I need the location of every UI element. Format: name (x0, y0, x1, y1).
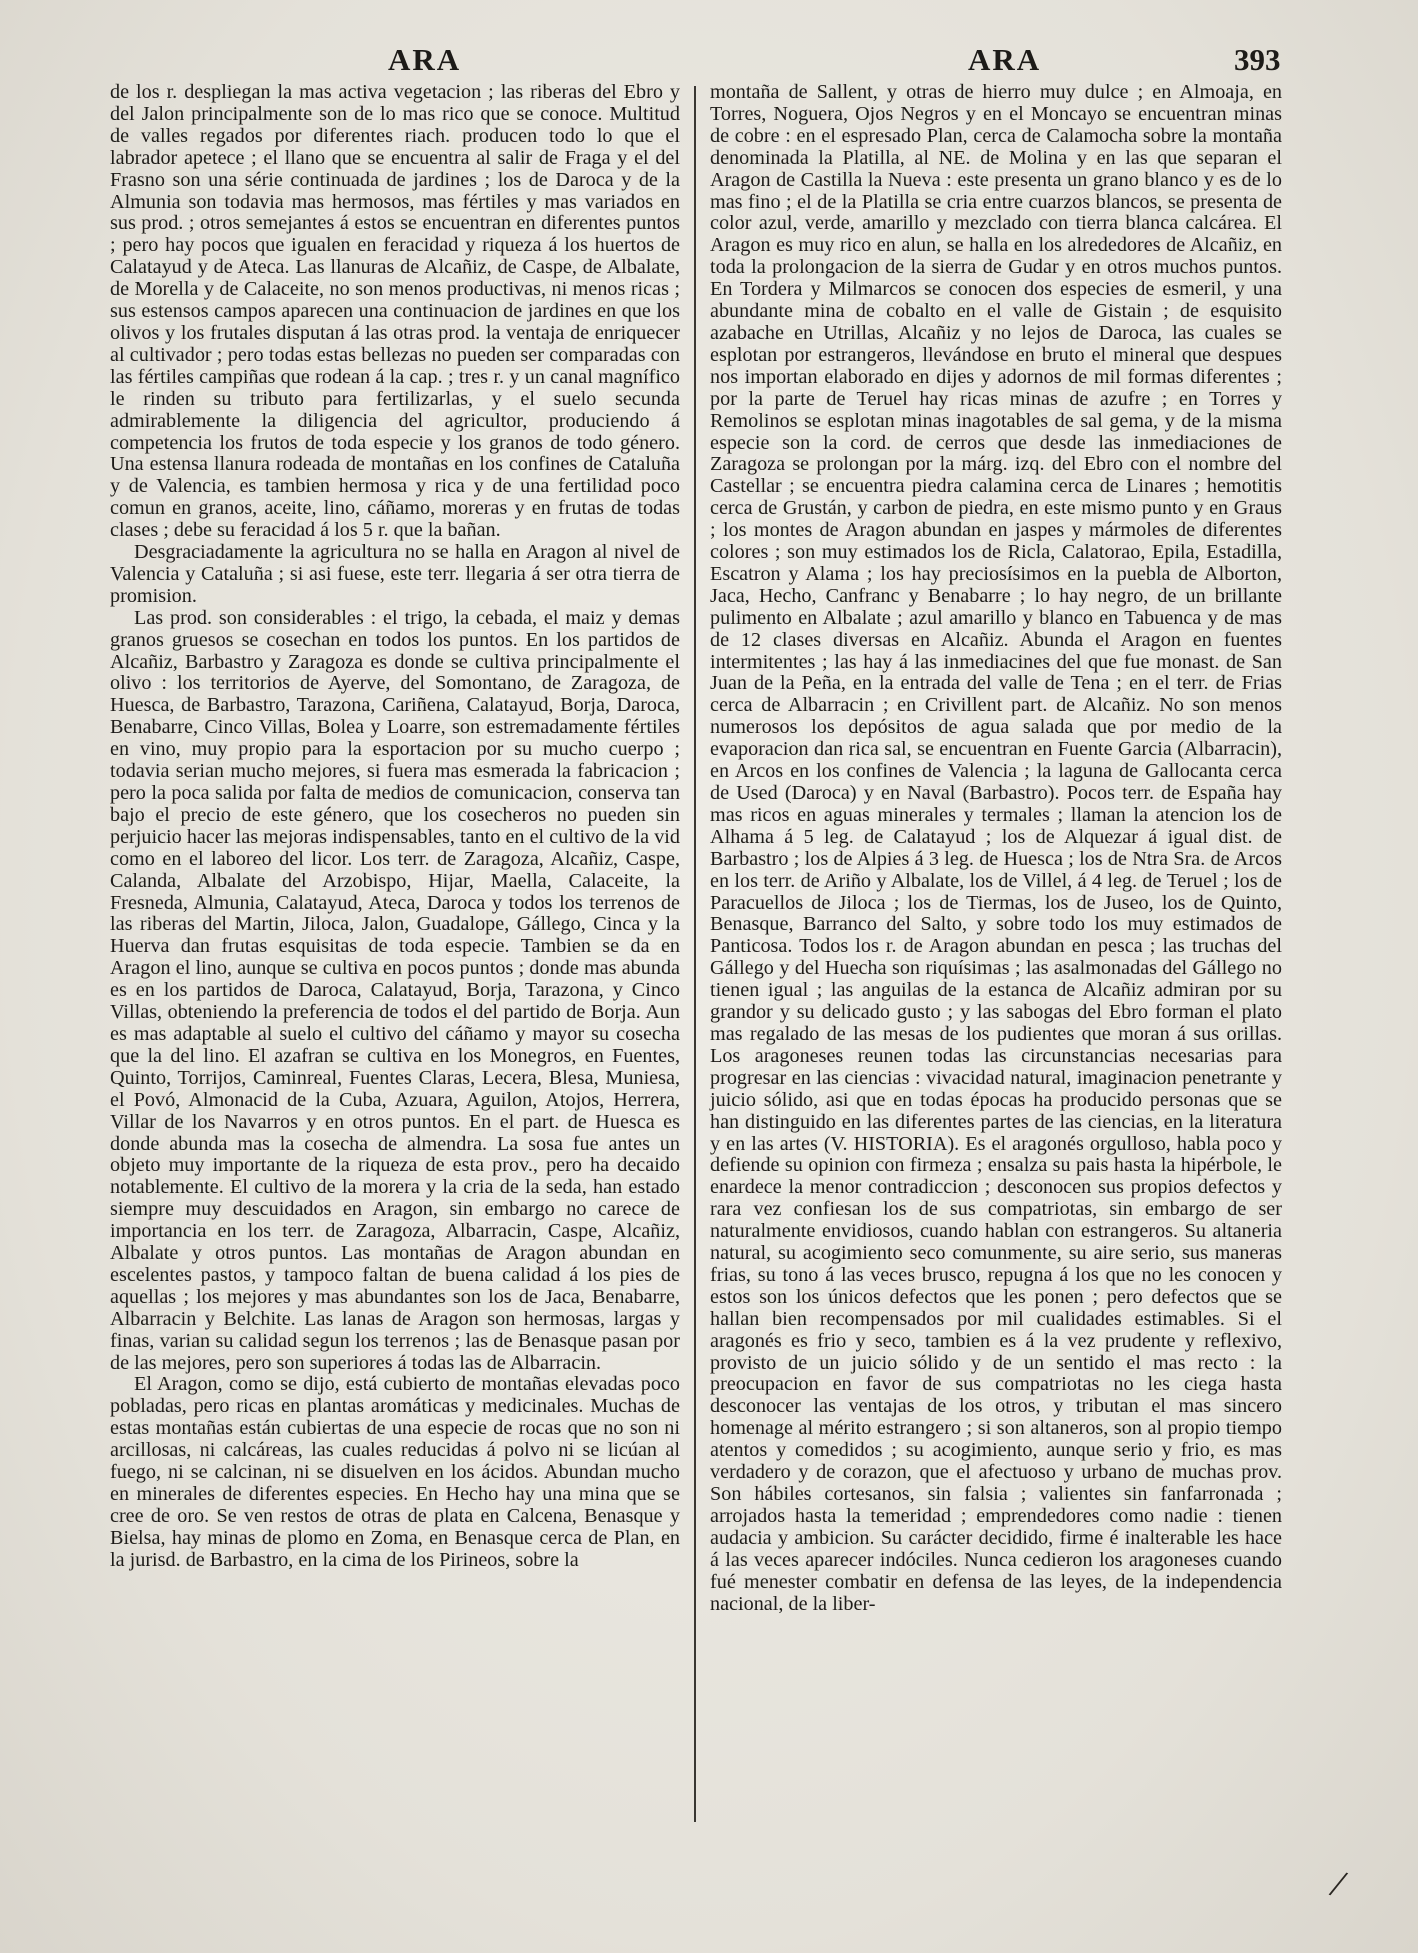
paragraph: Las prod. son considerables : el trigo, la cebada, el maiz y demas granos gruesos se cosechan en todos los puntos. En los partidos de Alcañiz, Barbastro y Zaragoza es donde se cultiva principalmente el olivo : los territorios de Ayerve, del Somontano, de Zaragoza, de Huesca, de Barbastro, Tarazona, Cariñena, Calatayud, Borja, Daroca, Benabarre, Cinco Villas, Bolea y Loarre, son estremadamente fértiles en vino, muy propio para la esportacion por su mucho cuerpo ; todavia serian mucho mejores, si fuera mas esmerada la fabricacion ; pero la poca salida por falta de medios de comunicacion, conserva tan bajo el precio de este género, que los cosecheros no pueden sin perjuicio hacer las mejoras indispensables, tanto en el cultivo de la vid como en el laboreo del licor. Los terr. de Zaragoza, Alcañiz, Caspe, Calanda, Albalate del Arzobispo, Hijar, Maella, Calaceite, la Fresneda, Almunia, Calatayud, Ateca, Daroca y todos los terrenos de las riberas del Martin, Jiloca, Jalon, Guadalope, Gállego, Cinca y la Huerva dan frutas esquisitas de toda especie. Tambien se da en Aragon el lino, aunque se cultiva en pocos puntos ; donde mas abunda es en los partidos de Daroca, Calatayud, Borja, Tarazona, y Cinco Villas, obteniendo la preferencia de todos el del partido de Borja. Aun es mas adaptable al suelo el cultivo del cáñamo y mayor su cosecha que la del lino. El azafran se cultiva en los Monegros, en Fuentes, Quinto, Torrijos, Caminreal, Fuentes Claras, Lecera, Blesa, Muniesa, el Povó, Almonacid de la Cuba, Azuara, Aguilon, Atojos, Herrera, Villar de los Navarros y en otros puntos. En el part. de Huesca es donde abunda mas la cosecha de almendra. La sosa fue antes un objeto muy importante de la riqueza de esta prov., pero ha decaido notablemente. El cultivo de la morera y la cria de la seda, han estado siempre muy descuidados en Aragon, sin embargo no carece de importancia en los terr. de Zaragoza, Albarracin, Caspe, Alcañiz, Albalate y otros puntos. Las montañas de Aragon abundan en escelentes pastos, y tampoco faltan de buena calidad á los pies de aquellas ; los mejores y mas abundantes son los de Jaca, Benabarre, Albarracin y Belchite. Las lanas de Aragon son hermosas, largas y finas, varian su calidad segun los terrenos ; las de Benasque pasan por de las mejores, pero son superiores á todas las de Albarracin. (110, 606, 680, 1374)
paragraph: El Aragon, como se dijo, está cubierto de montañas elevadas poco pobladas, pero ricas en plantas aromáticas y medicinales. Muchas de estas montañas están cubiertas de una especie de rocas que no son ni arcillosas, ni calcáreas, las cuales reducidas á polvo ni se licúan al fuego, ni se calcinan, ni se disuelven en los ácidos. Abundan mucho en minerales de diferentes especies. En Hecho hay una mina que se cree de oro. Se ven restos de otras de plata en Calcena, Benasque y Bielsa, hay minas de plomo en Zoma, en Benasque cerca de Plan, en la jurisd. de Barbastro, en la cima de los Pirineos, sobre la (110, 1373, 680, 1571)
left-column (110, 82, 680, 1572)
right-column (710, 82, 1282, 1615)
page-number: 393 (1234, 42, 1281, 77)
paragraph: montaña de Sallent, y otras de hierro muy dulce ; en Almoaja, en Torres, Noguera, Ojos Negros y en el Moncayo se encuentran minas de cobre : en el espresado Plan, cerca de Calamocha sobre la montaña denominada la Platilla, al NE. de Molina y en las que separan el Aragon de Castilla la Nueva : este presenta un grano blanco y es de lo mas fino ; el de la Platilla se cria entre cuarzos blancos, se presenta de color azul, verde, amarillo y mezclado con tierra blanca calcárea. El Aragon es muy rico en alun, se halla en los alrededores de Alcañiz, en toda la prolongacion de la sierra de Gudar y en otros muchos puntos. En Tordera y Milmarcos se conocen dos especies de esmeril, y una abundante mina de cobalto en el valle de Gistain ; de esquisito azabache en Utrillas, Alcañiz y no lejos de Daroca, las cuales se esplotan por estrangeros, llevándose en bruto el mineral que despues nos importan elaborado en dijes y adornos de mil formas diferentes ; por la parte de Teruel hay ricas minas de azufre ; en Torres y Remolinos se esplotan minas inagotables de sal gema, y de la misma especie son la cord. de cerros que desde las inmediaciones de Zaragoza se prolongan por la márg. izq. del Ebro con el nombre del Castellar ; se encuentra piedra calamina cerca de Linares ; hemotitis cerca de Grustán, y carbon de piedra, en este mismo punto y en Graus ; los montes de Aragon abundan en jaspes y mármoles de diferentes colores ; son muy estimados los de Ricla, Calatorao, Epila, Estadilla, Escatron y Alama ; los hay preciosísimos en la puebla de Alborton, Jaca, Hecho, Canfranc y Benabarre ; lo hay negro, de un brillante pulimento en Albalate ; azul amarillo y blanco en Tabuenca y de mas de 12 clases diversas en Alcañiz. Abunda el Aragon en fuentes intermitentes ; las hay á las inmediacines del que fue monast. de San Juan de la Peña, en la entrada del valle de Tena ; en el terr. de Frias cerca de Albarracin ; en Crivillent part. de Alcañiz. No son menos numerosos los depósitos de agua salada que por medio de la evaporacion dan rica sal, se encuentran en Fuente Garcia (Albarracin), en Arcos en los confines de Valencia ; la laguna de Gallocanta cerca de Used (Daroca) y en Naval (Barbastro). Pocos terr. de España hay mas ricos en aguas minerales y termales ; llaman la atencion los de Alhama á 5 leg. de Calatayud ; los de Alquezar á igual dist. de Barbastro ; los de Alpies á 3 leg. de Huesca ; los de Ntra Sra. de Arcos en los terr. de Ariño y Albalate, los de Villel, á 4 leg. de Teruel ; los de Paracuellos de Jiloca ; los de Tiermas, los de Juseo, los de Quinto, Benasque, Barranco del Salto, y sobre todo los muy estimados de Panticosa. Todos los r. de Aragon abundan en pesca ; las truchas del Gállego y del Huecha son riquísimas ; las asalmonadas del Gállego no tienen igual ; las anguilas de la estanca de Alcañiz admiran por su grandor y su delicado gusto ; y las sabogas del Ebro forman el plato mas regalado de las mesas de los pudientes que moran á sus orillas. Los aragoneses reunen todas las circunstancias necesarias para progresar en las ciencias : vivacidad natural, imaginacion penetrante y juicio sólido, asi que en todas épocas ha producido personas que se han distinguido en las diferentes partes de las ciencias, en la literatura y en las artes (V. HISTORIA). Es el aragonés orgulloso, habla poco y defiende su opinion con firmeza ; ensalza su pais hasta la hipérbole, le enardece la menor contradiccion ; desconocen sus propios defectos y rara vez confiesan los de sus compatriotas, sin embargo de ser naturalmente envidiosos, cuando hablan con estrangeros. Su altaneria natural, su acogimiento seco comunmente, su aire serio, sus maneras frias, su tono á las veces brusco, repugna á los que no les conocen y estos son los únicos defectos que les ponen ; pero defectos que se hallan bien recompensados por mil cualidades estimables. Si el aragonés es frio y seco, tambien es á la vez prudente y reflexivo, provisto de un juicio sólido y de un sentido el mas recto : la preocupacion en favor de sus compatriotas no les ciega hasta desconocer las ventajas de los otros, y tributan el mas sincero homenage al mérito estrangero ; si son altaneros, son al propio tiempo atentos y comedidos ; su acogimiento, aunque serio y frio, es mas verdadero y de corazon, que el afectuoso y urbano de muchas prov. Son hábiles cortesanos, sin falsia ; valientes sin fanfarronada ; arrojados hasta la temeridad ; emprendedores como nadie : tienen audacia y ambicion. Su carácter decidido, firme é inalterable les hace á las veces aparecer indóciles. Nunca cedieron los aragoneses cuando fué menester combatir en defensa de las leyes, de la independencia nacional, de la liber- (710, 81, 1282, 1615)
pencil-mark-icon: / (1325, 1860, 1352, 1907)
header-right-title: ARA (968, 42, 1042, 77)
paragraph: de los r. despliegan la mas activa vegetacion ; las riberas del Ebro y del Jalon principalmente son de lo mas rico que se conoce. Multitud de valles regados por diferentes riach. producen todo lo que el labrador apetece ; el llano que se encuentra al salir de Fraga y el del Frasno son una série continuada de jardines ; los de Daroca y de la Almunia son todavia mas hermosos, mas fértiles y mas variados en sus prod. ; otros semejantes á estos se encuentran en diferentes puntos ; pero hay pocos que igualen en feracidad y riqueza á los huertos de Calatayud y de Ateca. Las llanuras de Alcañiz, de Caspe, de Albalate, de Morella y de Calaceite, no son menos productivas, ni menos ricas ; sus estensos campos aparecen una continuacion de jardines en que los olivos y los frutales disputan á las otras prod. la ventaja de enriquecer al cultivador ; pero todas estas bellezas no pueden ser comparadas con las fértiles campiñas que rodean á la cap. ; tres r. y un canal magnífico le rinden su tributo para fertilizarlas, y el suelo secunda admirablemente la diligencia del agricultor, produciendo á competencia los frutos de toda especie y los granos de todo género. Una estensa llanura rodeada de montañas en los confines de Cataluña y de Valencia, es tambien hermosa y rica y de una fertilidad poco comun en granos, aceite, lino, cáñamo, moreras y en frutas de todas clases ; debe su feracidad á los 5 r. que la bañan. (110, 81, 680, 542)
column-divider (694, 86, 696, 1822)
header-left-title: ARA (388, 42, 462, 77)
paragraph: Desgraciadamente la agricultura no se halla en Aragon al nivel de Valencia y Cataluña ; si asi fuese, este terr. llegaria á ser otra tierra de promision. (110, 541, 680, 607)
